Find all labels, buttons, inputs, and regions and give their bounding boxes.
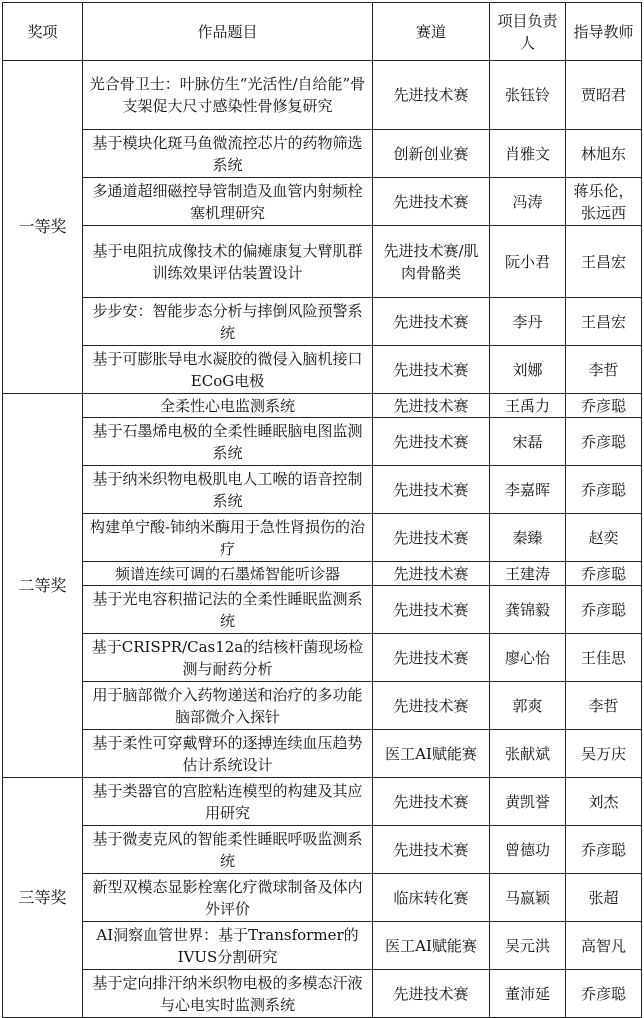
advisor-cell: 张超 bbox=[566, 874, 642, 922]
table-row bbox=[3, 466, 642, 514]
track-cell: 先进技术赛 bbox=[373, 298, 490, 346]
track-cell: 先进技术赛 bbox=[373, 826, 490, 874]
advisor-cell: 乔彦聪 bbox=[566, 586, 642, 634]
table-row bbox=[3, 298, 642, 346]
project-title-cell: 基于模块化斑马鱼微流控芯片的药物筛选系统 bbox=[83, 130, 373, 178]
project-title-cell: 基于可膨胀导电水凝胶的微侵入脑机接口ECoG电极 bbox=[83, 346, 373, 394]
project-title-cell: 全柔性心电监测系统 bbox=[83, 394, 373, 418]
leader-cell: 郭爽 bbox=[490, 682, 566, 730]
track-cell: 先进技术赛 bbox=[373, 61, 490, 130]
table-row bbox=[3, 61, 642, 130]
project-title-cell: 频谱连续可调的石墨烯智能听诊器 bbox=[83, 562, 373, 586]
advisor-cell: 乔彦聪 bbox=[566, 970, 642, 1018]
track-cell: 先进技术赛 bbox=[373, 418, 490, 466]
table-row bbox=[3, 394, 642, 418]
project-title-cell: AI洞察血管世界：基于Transformer的IVUS分割研究 bbox=[83, 922, 373, 970]
leader-cell: 李丹 bbox=[490, 298, 566, 346]
track-cell: 先进技术赛 bbox=[373, 178, 490, 226]
award-level-cell: 二等奖 bbox=[3, 394, 83, 778]
leader-cell: 张献斌 bbox=[490, 730, 566, 778]
leader-cell: 秦臻 bbox=[490, 514, 566, 562]
advisor-cell: 赵奕 bbox=[566, 514, 642, 562]
track-cell: 先进技术赛 bbox=[373, 970, 490, 1018]
project-title-cell: 新型双模态显影栓塞化疗微球制备及体内外评价 bbox=[83, 874, 373, 922]
leader-cell: 张钰铃 bbox=[490, 61, 566, 130]
project-title-cell: 基于石墨烯电极的全柔性睡眠脑电图监测系统 bbox=[83, 418, 373, 466]
track-cell: 先进技术赛 bbox=[373, 634, 490, 682]
leader-cell: 曾德功 bbox=[490, 826, 566, 874]
leader-cell: 李嘉晖 bbox=[490, 466, 566, 514]
track-cell: 医工AI赋能赛 bbox=[373, 922, 490, 970]
table-row bbox=[3, 586, 642, 634]
header-award: 奖项 bbox=[3, 3, 83, 61]
table-body bbox=[3, 61, 642, 1018]
track-cell: 临床转化赛 bbox=[373, 874, 490, 922]
track-cell: 先进技术赛 bbox=[373, 778, 490, 826]
advisor-cell: 乔彦聪 bbox=[566, 826, 642, 874]
advisor-cell: 王佳思 bbox=[566, 634, 642, 682]
project-title-cell: 基于电阻抗成像技术的偏瘫康复大臂肌群训练效果评估装置设计 bbox=[83, 226, 373, 298]
table-row bbox=[3, 226, 642, 298]
awards-table bbox=[2, 2, 642, 1018]
project-title-cell: 基于光电容积描记法的全柔性睡眠监测系统 bbox=[83, 586, 373, 634]
advisor-cell: 贾昭君 bbox=[566, 61, 642, 130]
track-cell: 创新创业赛 bbox=[373, 130, 490, 178]
project-title-cell: 基于纳米织物电极肌电人工喉的语音控制系统 bbox=[83, 466, 373, 514]
track-cell: 先进技术赛 bbox=[373, 466, 490, 514]
advisor-cell: 乔彦聪 bbox=[566, 418, 642, 466]
leader-cell: 马嬴颖 bbox=[490, 874, 566, 922]
advisor-cell: 高智凡 bbox=[566, 922, 642, 970]
leader-cell: 廖心怡 bbox=[490, 634, 566, 682]
table-row bbox=[3, 130, 642, 178]
advisor-cell: 李哲 bbox=[566, 682, 642, 730]
advisor-cell: 林旭东 bbox=[566, 130, 642, 178]
table-row bbox=[3, 418, 642, 466]
table-row bbox=[3, 514, 642, 562]
header-track: 赛道 bbox=[373, 3, 490, 61]
table-row bbox=[3, 178, 642, 226]
track-cell: 先进技术赛 bbox=[373, 514, 490, 562]
leader-cell: 龚锦毅 bbox=[490, 586, 566, 634]
track-cell: 先进技术赛/肌肉骨骼类 bbox=[373, 226, 490, 298]
advisor-cell: 蒋乐伦，张远西 bbox=[566, 178, 642, 226]
track-cell: 先进技术赛 bbox=[373, 586, 490, 634]
table-row bbox=[3, 730, 642, 778]
table-row bbox=[3, 346, 642, 394]
project-title-cell: 构建单宁酸-铈纳米酶用于急性肾损伤的治疗 bbox=[83, 514, 373, 562]
header-title: 作品题目 bbox=[83, 3, 373, 61]
advisor-cell: 吴万庆 bbox=[566, 730, 642, 778]
leader-cell: 阮小君 bbox=[490, 226, 566, 298]
project-title-cell: 步步安：智能步态分析与摔倒风险预警系统 bbox=[83, 298, 373, 346]
track-cell: 医工AI赋能赛 bbox=[373, 730, 490, 778]
header-leader: 项目负责人 bbox=[490, 3, 566, 61]
advisor-cell: 王昌宏 bbox=[566, 226, 642, 298]
leader-cell: 董沛延 bbox=[490, 970, 566, 1018]
project-title-cell: 基于类器官的宫腔粘连模型的构建及其应用研究 bbox=[83, 778, 373, 826]
table-row bbox=[3, 778, 642, 826]
advisor-cell: 刘杰 bbox=[566, 778, 642, 826]
table-row bbox=[3, 826, 642, 874]
leader-cell: 冯涛 bbox=[490, 178, 566, 226]
header-advisor: 指导教师 bbox=[566, 3, 642, 61]
track-cell: 先进技术赛 bbox=[373, 682, 490, 730]
table-row bbox=[3, 970, 642, 1018]
table-row bbox=[3, 562, 642, 586]
project-title-cell: 基于CRISPR/Cas12a的结核杆菌现场检测与耐药分析 bbox=[83, 634, 373, 682]
advisor-cell: 乔彦聪 bbox=[566, 466, 642, 514]
table-row bbox=[3, 634, 642, 682]
leader-cell: 刘娜 bbox=[490, 346, 566, 394]
table-row bbox=[3, 922, 642, 970]
project-title-cell: 用于脑部微介入药物递送和治疗的多功能脑部微介入探针 bbox=[83, 682, 373, 730]
header-row bbox=[3, 3, 642, 61]
table-row bbox=[3, 682, 642, 730]
leader-cell: 黄凯誉 bbox=[490, 778, 566, 826]
track-cell: 先进技术赛 bbox=[373, 346, 490, 394]
award-level-cell: 三等奖 bbox=[3, 778, 83, 1018]
award-level-cell: 一等奖 bbox=[3, 61, 83, 394]
leader-cell: 吴元洪 bbox=[490, 922, 566, 970]
leader-cell: 宋磊 bbox=[490, 418, 566, 466]
advisor-cell: 乔彦聪 bbox=[566, 394, 642, 418]
project-title-cell: 多通道超细磁控导管制造及血管内射频栓塞机理研究 bbox=[83, 178, 373, 226]
track-cell: 先进技术赛 bbox=[373, 562, 490, 586]
leader-cell: 王建涛 bbox=[490, 562, 566, 586]
leader-cell: 王禹力 bbox=[490, 394, 566, 418]
project-title-cell: 基于微麦克风的智能柔性睡眠呼吸监测系统 bbox=[83, 826, 373, 874]
table-row bbox=[3, 874, 642, 922]
project-title-cell: 基于柔性可穿戴臂环的逐搏连续血压趋势估计系统设计 bbox=[83, 730, 373, 778]
leader-cell: 肖雅文 bbox=[490, 130, 566, 178]
table-header bbox=[3, 3, 642, 61]
project-title-cell: 基于定向排汗纳米织物电极的多模态汗液与心电实时监测系统 bbox=[83, 970, 373, 1018]
track-cell: 先进技术赛 bbox=[373, 394, 490, 418]
advisor-cell: 王昌宏 bbox=[566, 298, 642, 346]
advisor-cell: 乔彦聪 bbox=[566, 562, 642, 586]
project-title-cell: 光合骨卫士：叶脉仿生“光活性/自给能”骨支架促大尺寸感染性骨修复研究 bbox=[83, 61, 373, 130]
advisor-cell: 李哲 bbox=[566, 346, 642, 394]
